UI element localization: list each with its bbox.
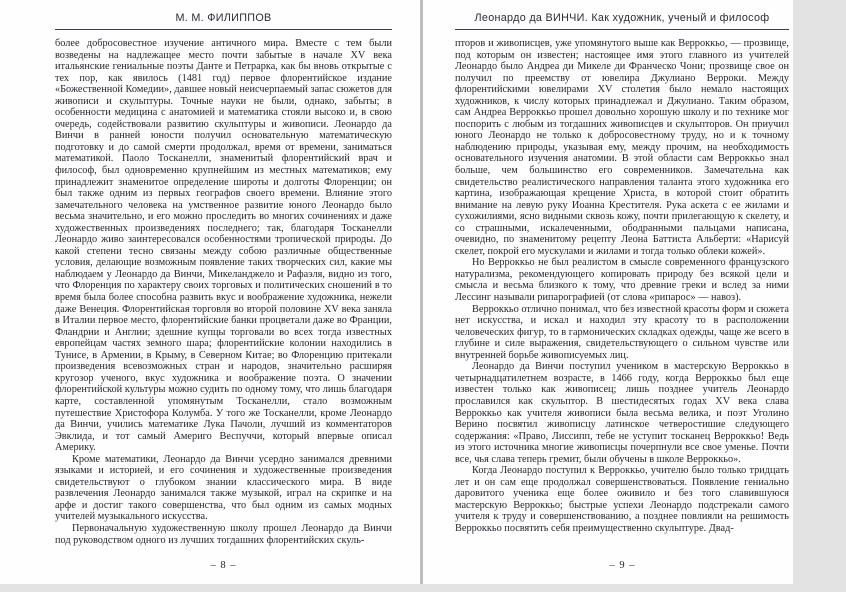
page-left-content: [55, 0, 392, 546]
page-left-body: [55, 38, 392, 546]
header-rule-left: [55, 29, 392, 30]
body-paragraph: Первоначальную художественную школу прошел Леонардо да Винчи под руководством одного из лучших тогдашних флорентийских скуль-: [55, 522, 392, 546]
page-right-content: [455, 0, 789, 535]
body-paragraph: Но Верроккьо не был реалистом в смысле современного французского натурализма, рекомендующего копировать природу без всякой цели и смысла и весьма близкого к тому, что древние греки и вслед за ними Лессинг называли рипарографией (от слова «рипарос» — навоз).: [455, 257, 789, 304]
running-header-author: М. М. ФИЛИППОВ: [175, 12, 272, 24]
page-left: [0, 0, 420, 584]
body-paragraph: Верроккьо отлично понимал, что без известной красоты форм и сюжета нет искусства, и искал и находил эту красоту то в расположении человеческих фигур, то в гармонических складках одежды, чаще же всего в глубине и силе выражения, свидетельствующего о сильном чувстве или внутренней борьбе живописуемых лиц.: [455, 303, 789, 361]
page-right-body: [455, 38, 789, 535]
running-header-title: Леонардо да ВИНЧИ. Как художник, ученый и философ: [474, 12, 770, 24]
body-paragraph: Когда Леонардо поступил к Верроккьо, учителю было только тридцать лет и он сам еще продолжал совершенствоваться. Появление гениально даровитого ученика еще более оживило и без того славившуюся мастерскую Верроккьо; быстрые успехи Леонардо подстрекали самого учителя к труду и совершенствованию, а позднее повлияли на решимость Верроккьо посвятить себя преимущественно скульптуре. Двад-: [455, 465, 789, 534]
body-paragraph: Леонардо да Винчи поступил учеником в мастерскую Верроккьо в четырнадцатилетнем возрасте, в 1466 году, когда Верроккьо был еще известен только как живописец; лишь позднее учитель Леонардо прославился как скульптор. В шестидесятых годах XV века слава Верроккьо как учителя живописи была весьма велика, и поэт Уголино Верино посвятил живописцу латинское четверостишие следующего содержания: «Право, Лиссипп, тебе не уступит тосканец Верроккьо! Ведь из этого источника многие живописцы почерпнули все свое уменье. Почти все, чья слава теперь гремит, были обучены в школе Верроккьо».: [455, 361, 789, 465]
header-rule-right: [455, 29, 789, 30]
page-right: [423, 0, 793, 584]
body-paragraph: более добросовестное изучение античного мира. Вместе с тем были возведены на надлежащее место почти забытые в начале XV века итальянские гениальные поэты Данте и Петрарка, как бы вновь открытые с тех пор, как явилось (1481 год) первое флорентийское издание «Божественной Комедии», давшее новый неисчерпаемый запас сюжетов для живописи и скульптуры. Точные науки не были, однако, забыты; в особенности медицина с анатомией и математика стояли высоко и, в свою очередь, содействовали развитию скульптуры и живописи. Леонардо да Винчи в ранней юности получил основательную математическую подготовку и до самой смерти продолжал, время от времени, заниматься математикой. Паоло Тосканелли, знаменитый флорентийский врач и философ, был одновременно крупнейшим из местных математиков; ему принадлежит знаменитое определение широты и долготы Флоренции; он был также одним из первых географов своего времени. Влияние этого замечательного человека на умственное развитие юного Леонардо было весьма значительно, и его можно проследить во многих сочинениях и даже художественных произведениях последнего; так, благодаря Тосканелли Леонардо живо заинтересовался особенностями тропической природы. До какой степени тесно связаны между собою различные общественные условия, делающие возможным появление таких творческих сил, какие мы наблюдаем у Леонардо да Винчи, Микеланджело и Рафаэля, видно из того, что Флоренция по характеру своих торговых и политических сношений в то время была более способна развить вкус и воображение художника, нежели даже Венеция. Флорентийская торговля во второй половине XV века заняла в Италии первое место, флорентийские банки процветали даже во Франции, Фландрии и Англии; здешние купцы торговали во всех тогда известных европейцам частях земного шара; флорентийские колонии находились в Тунисе, в Армении, в Крыму, в Северном Китае; во Флоренцию притекали произведения всевозможных стран и народов, значительно расширяя кругозор ученого, вкус художника и воображение поэта. О значении флорентийской культуры можно судить по одному тому, что лишь благодаря карте, составленной упомянутым Тосканелли, стало возможным путешествие Христофора Колумба. У того же Тосканелли, кроме Леонардо да Винчи, учились математике Лука Пачоли, лучший из комментаторов Эвклида, и тот самый Америго Веспуччи, который впервые описал Америку.: [55, 38, 392, 454]
body-paragraph: пторов и живописцев, уже упомянутого выше как Верроккьо, — прозвище, под которым он известен; настоящее имя этого главного из учителей Леонардо было Андреа ди Микеле ди Франческо Чони; прозвище свое он получил по преемству от ювелира Джулиано Верроки. Между флорентийскими ювелирами XV столетия было немало настоящих художников, к числу которых принадлежал и Джулиано. Таким образом, сам Андреа Верроккьо прошел довольно хорошую школу и по технике мог поспорить с любым из тогдашних живописцев и скульпторов. Он приучил юного Леонардо не только к добросовестному труду, но и к точному наблюдению природы, указывая ему, между прочим, на необходимость основательного изучения анатомии. В этой области сам Верроккьо знал больше, чем большинство его современников. Замечательна как свидетельство реалистического направления таланта этого художника его картина, изображающая крещение Христа, в которой стоит обратить внимание на левую руку Иоанна Крестителя. Рука аскета с ее жилами и сухожилиями, ясно видными сквозь кожу, почти прилегающую к скелету, и со страшными, искалеченными, ободранными пальцами написана, очевидно, по знаменитому рецепту Леона Баттиста Альберти: «Нарисуй скелет, покрой его мускулами и жилами и тогда только облеки кожей».: [455, 38, 789, 257]
body-paragraph: Кроме математики, Леонардо да Винчи усердно занимался древними языками и историей, и его сочинения и художественные произведения свидетельствуют о глубоком знании классического мира. В виде развлечения Леонардо занимался также музыкой, играл на скрипке и на арфе и достиг такого совершенства, что был одним из самых модных учителей музыкального искусства.: [55, 453, 392, 523]
page-number-left: – 8 –: [210, 560, 237, 571]
page-number-right: – 9 –: [609, 560, 636, 571]
